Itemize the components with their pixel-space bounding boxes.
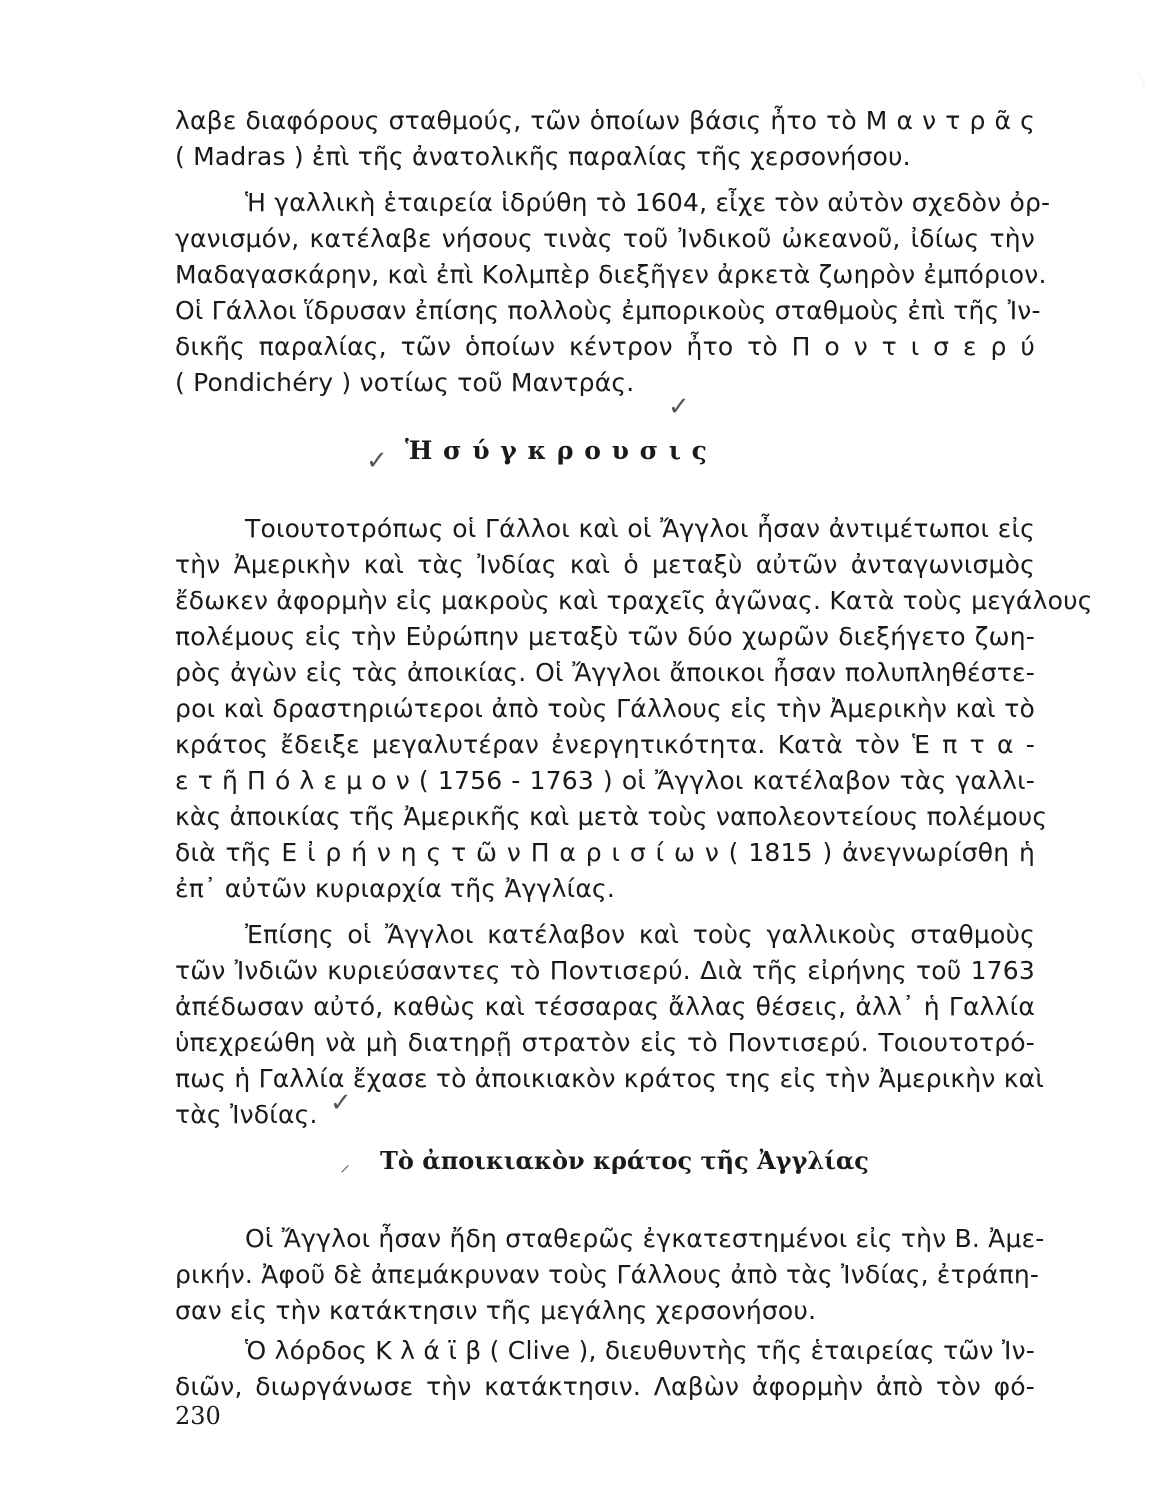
text-line: τῶν Ἰνδιῶν κυριεύσαντες τὸ Ποντισερύ. Διὰ τῆς εἰρήνης τοῦ 1763	[175, 956, 1035, 985]
text-line: πολέμους εἰς τὴν Εὐρώπην μεταξὺ τῶν δύο χωρῶν διεξήγετο ζωη-	[175, 622, 1035, 651]
pencil-tick-icon: ⸝	[340, 1152, 350, 1176]
text-line: διὰ τῆς Ε ἰ ρ ή ν η ς τ ῶ ν Π α ρ ι σ ί ω ν ( 1815 ) ἀνεγνωρίσθη ἡ	[175, 838, 1035, 867]
text-line: πως ἡ Γαλλία ἔχασε τὸ ἀποικιακὸν κράτος της εἰς τὴν Ἀμερικὴν καὶ	[175, 1064, 1044, 1093]
text-line: ἔδωκεν ἀφορμὴν εἰς μακροὺς καὶ τραχεῖς ἀγῶνας. Κατὰ τοὺς μεγάλους	[175, 586, 1093, 615]
text-line: σαν εἰς τὴν κατάκτησιν τῆς μεγάλης χερσονήσου.	[175, 1296, 817, 1325]
text-line: Μαδαγασκάρην, καὶ ἐπὶ Κολμπὲρ διεξῆγεν ἀρκετὰ ζωηρὸν ἐμπόριον.	[175, 260, 1047, 289]
text-line: δικῆς παραλίας, τῶν ὁποίων κέντρον ἦτο τὸ Π ο ν τ ι σ ε ρ ύ	[175, 332, 1035, 361]
text-line: κὰς ἀποικίας τῆς Ἀμερικῆς καὶ μετὰ τοὺς ναπολεοντείους πολέμους	[175, 802, 1048, 831]
text-line: τὴν Ἀμερικὴν καὶ τὰς Ἰνδίας καὶ ὁ μεταξὺ αὐτῶν ἀνταγωνισμὸς	[175, 550, 1035, 579]
paragraph-start-line: Ὁ λόρδος Κ λ ά ϊ β ( Clive ), διευθυντὴς τῆς ἑταιρείας τῶν Ἰν-	[245, 1336, 1035, 1365]
section-heading: Ἡ σ ύ γ κ ρ ο υ σ ι ς	[405, 436, 708, 465]
text-line: ( Madras ) ἐπὶ τῆς ἀνατολικῆς παραλίας τῆς χερσονήσου.	[175, 142, 911, 171]
paragraph-start-line: Τοιουτοτρόπως οἱ Γάλλοι καὶ οἱ Ἄγγλοι ἦσαν ἀντιμέτωποι εἰς	[245, 514, 1035, 543]
text-line: ( Pondichéry ) νοτίως τοῦ Μαντράς.	[175, 368, 635, 397]
text-line: ὑπεχρεώθη νὰ μὴ διατηρῇ στρατὸν εἰς τὸ Ποντισερύ. Τοιουτοτρό-	[175, 1028, 1035, 1057]
text-line: τὰς Ἰνδίας.	[175, 1100, 318, 1129]
text-line: διῶν, διωργάνωσε τὴν κατάκτησιν. Λαβὼν ἀφορμὴν ἀπὸ τὸν φό-	[175, 1372, 1035, 1401]
pencil-check-mark-icon: ✓	[366, 446, 388, 476]
pencil-check-mark-icon: ✓	[668, 392, 690, 422]
text-line: ἐπ᾽ αὐτῶν κυριαρχία τῆς Ἀγγλίας.	[175, 874, 616, 903]
section-heading: Τὸ ἀποικιακὸν κράτος τῆς Ἀγγλίας	[380, 1146, 869, 1175]
text-line: ρικήν. Ἀφοῦ δὲ ἀπεμάκρυναν τοὺς Γάλλους ἀπὸ τὰς Ἰνδίας, ἐτράπη-	[175, 1260, 1040, 1289]
pencil-check-mark-icon: ✓	[330, 1088, 352, 1118]
paragraph-start-line: Ἡ γαλλικὴ ἑταιρεία ἱδρύθη τὸ 1604, εἶχε τὸν αὐτὸν σχεδὸν ὀρ-	[245, 188, 1051, 217]
text-line: ρὸς ἀγὼν εἰς τὰς ἀποικίας. Οἱ Ἄγγλοι ἄποικοι ἦσαν πολυπληθέστε-	[175, 658, 1035, 687]
paragraph-start-line: Ἐπίσης οἱ Ἄγγλοι κατέλαβον καὶ τοὺς γαλλικοὺς σταθμοὺς	[245, 920, 1035, 949]
text-line: γανισμόν, κατέλαβε νήσους τινὰς τοῦ Ἰνδικοῦ ὠκεανοῦ, ἰδίως τὴν	[175, 224, 1035, 253]
text-line: ροι καὶ δραστηριώτεροι ἀπὸ τοὺς Γάλλους εἰς τὴν Ἀμερικὴν καὶ τὸ	[175, 694, 1035, 723]
text-line: λαβε διαφόρους σταθμούς, τῶν ὁποίων βάσις ἦτο τὸ Μ α ν τ ρ ᾶ ς	[175, 106, 1035, 135]
page-number: 230	[175, 1402, 221, 1430]
paragraph-start-line: Οἱ Ἄγγλοι ἦσαν ἤδη σταθερῶς ἐγκατεστημένοι εἰς τὴν Β. Ἀμε-	[245, 1224, 1045, 1253]
bleed-through-decoration	[1104, 60, 1145, 90]
text-line: Οἱ Γάλλοι ἵδρυσαν ἐπίσης πολλοὺς ἐμπορικοὺς σταθμοὺς ἐπὶ τῆς Ἰν-	[175, 296, 1041, 325]
text-line: ἀπέδωσαν αὐτό, καθὼς καὶ τέσσαρας ἄλλας θέσεις, ἀλλ᾽ ἡ Γαλλία	[175, 992, 1035, 1021]
text-line: ε τ ῆ Π ό λ ε μ ο ν ( 1756 - 1763 ) οἱ Ἄγγλοι κατέλαβον τὰς γαλλι-	[175, 766, 1035, 795]
text-line: κράτος ἔδειξε μεγαλυτέραν ἐνεργητικότητα. Κατὰ τὸν Ἑ π τ α -	[175, 730, 1035, 759]
